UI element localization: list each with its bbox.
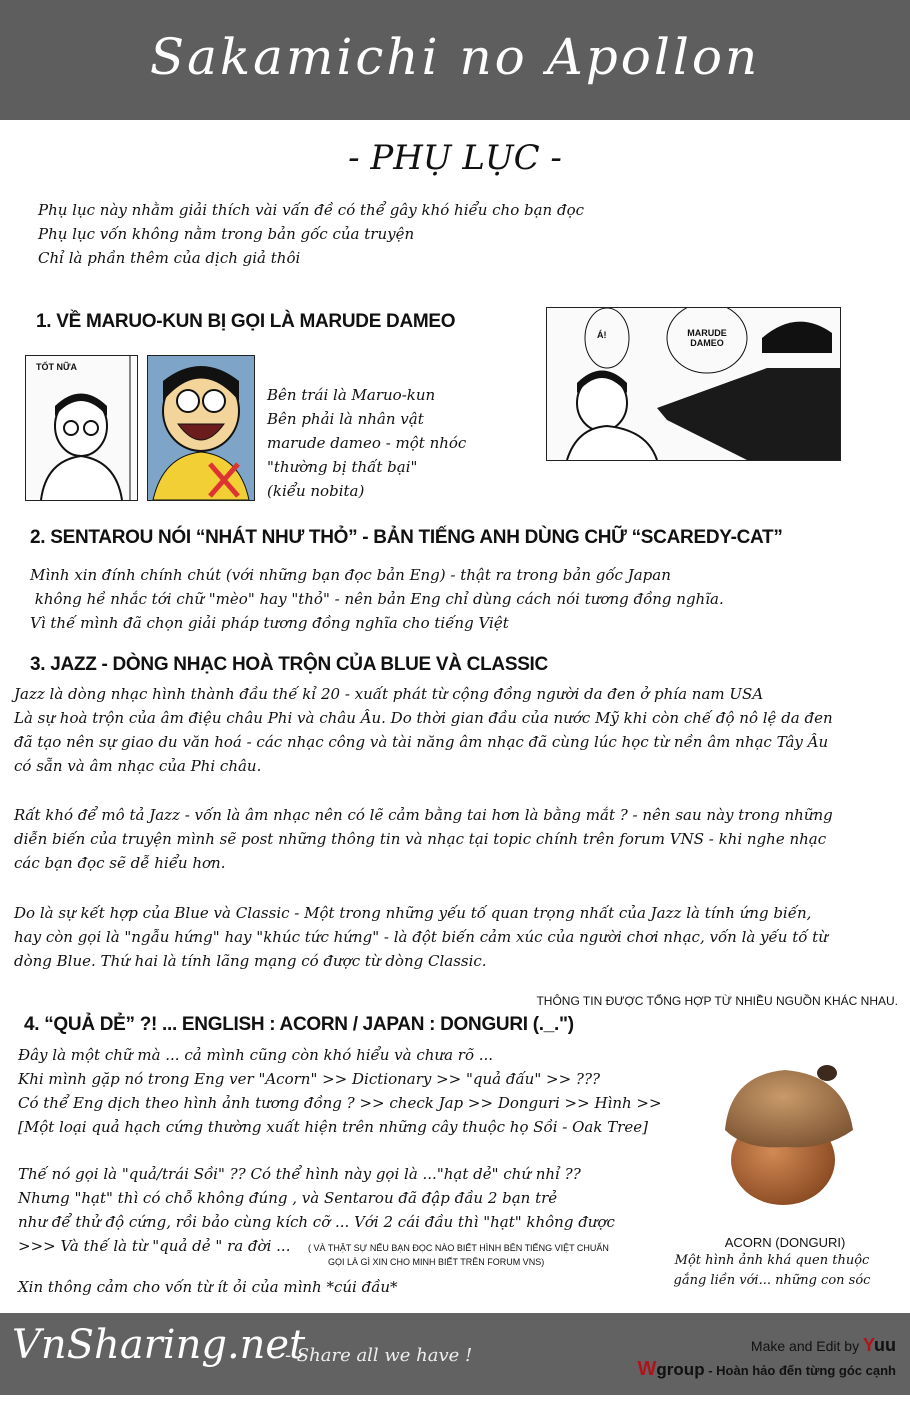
acorn-image <box>705 1055 865 1210</box>
group-slogan: - Hoàn hảo đến từng góc cạnh <box>704 1363 896 1378</box>
section4-heading: 4. “QUẢ DẺ” ?! ... ENGLISH : ACORN / JAPAN : DONGURI (._.") <box>24 1014 574 1035</box>
text-line: Vì thế mình đã chọn giải pháp tương đồng nghĩa cho tiếng Việt <box>30 614 509 632</box>
bubble-text: TỐT NỮA <box>36 362 77 372</box>
text-line: Jazz là dòng nhạc hình thành đầu thế kỉ 20 - xuất phát từ cộng đồng người da đen ở phía nam USA <box>14 685 764 703</box>
section1-caption <box>267 383 466 503</box>
site-logo: VnSharing.net <box>12 1322 306 1368</box>
section3-para2 <box>14 803 833 875</box>
manga-title: Sakamichi no Apollon <box>149 28 761 86</box>
bubble-text: MARUDE DAMEO <box>687 328 727 348</box>
text-line: Nhưng "hạt" thì có chỗ không đúng , và Sentarou đã đập đầu 2 bạn trẻ <box>18 1189 558 1207</box>
caption-line: "thường bị thất bại" <box>267 458 418 476</box>
text-line: Khi mình gặp nó trong Eng ver "Acorn" >> Dictionary >> "quả đấu" >> ??? <box>18 1070 601 1088</box>
section3-para3 <box>14 901 828 973</box>
text-line: dòng Blue. Thứ hai là tính lãng mạng có được từ dòng Classic. <box>14 952 487 970</box>
group-name: group <box>656 1360 705 1379</box>
section4-aside-2: GỌI LÀ GÌ XIN CHO MINH BIẾT TRÊN FORUM VNS) <box>328 1257 545 1267</box>
text-line: có sẵn và âm nhạc của Phi châu. <box>14 757 262 775</box>
text-line: như để thử độ cứng, rồi bảo cùng kích cỡ ... Với 2 cái đầu thì "hạt" không được <box>18 1213 615 1231</box>
site-slogan: - Share all we have ! <box>285 1345 473 1366</box>
group-initial: W <box>637 1358 657 1380</box>
text-line: Thế nó gọi là "quả/trái Sồi" ?? Có thể hình này gọi là ..."hạt dẻ" chứ nhỉ ?? <box>18 1165 581 1183</box>
text-line: Mình xin đính chính chút (với những bạn đọc bản Eng) - thật ra trong bản gốc Japan <box>30 566 671 584</box>
text-line: Do là sự kết hợp của Blue và Classic - Một trong những yếu tố quan trọng nhất của Jazz là tính ứng biến, <box>14 904 812 922</box>
text-line: >>> Và thế là từ "quả dẻ " ra đời ... <box>18 1237 291 1255</box>
text-line: các bạn đọc sẽ dễ hiểu hơn. <box>14 854 226 872</box>
section4-para1 <box>18 1043 662 1139</box>
credit-name: uu <box>874 1335 896 1355</box>
caption-line: Bên trái là Maruo-kun <box>267 386 436 404</box>
cartoon-character-drawing <box>148 356 254 500</box>
text-line: [Một loại quả hạch cứng thường xuất hiện trên những cây thuộc họ Sồi - Oak Tree] <box>18 1118 648 1136</box>
acorn-description <box>672 1251 872 1291</box>
credit-initial: Y <box>862 1335 874 1355</box>
caption-line: marude dameo - một nhóc <box>267 434 467 452</box>
maruo-kun-image <box>25 355 138 501</box>
text-line: hay còn gọi là "ngẫu hứng" hay "khúc tức hứng" - là đột biến cảm xúc của người chơi nhạc, vốn là yếu tố từ <box>14 928 828 946</box>
credit-prefix: Make and Edit by <box>750 1338 863 1354</box>
manga-scene-image <box>546 307 841 461</box>
text-line: Có thể Eng dịch theo hình ảnh tương đồng ? >> check Jap >> Donguri >> Hình >> <box>18 1094 662 1112</box>
text-line: gắng liền với... những con sóc <box>673 1273 871 1288</box>
acorn-caption: ACORN (DONGURI) <box>724 1235 846 1250</box>
section3-para1 <box>14 682 833 778</box>
text-line: đã tạo nên sự giao du văn hoá - các nhạc công và tài năng âm nhạc đã cùng lúc học từ nền âm nhạc Tây Âu <box>14 733 829 751</box>
manga-character-drawing <box>26 356 137 500</box>
source-note: THÔNG TIN ĐƯỢC TỔNG HỢP TỪ NHIỀU NGUỒN KHÁC NHAU. <box>536 994 898 1008</box>
appendix-title: - PHỤ LỤC - <box>348 138 562 178</box>
section1-heading: 1. VỀ MARUO-KUN BỊ GỌI LÀ MARUDE DAMEO <box>36 311 456 332</box>
intro-line: Phụ lục này nhằm giải thích vài vấn đề có thể gây khó hiểu cho bạn đọc <box>38 201 585 219</box>
section2-heading: 2. SENTAROU NÓI “NHÁT NHƯ THỎ” - BẢN TIẾNG ANH DÙNG CHỮ “SCAREDY-CAT” <box>30 527 783 548</box>
intro-line: Phụ lục vốn không nằm trong bản gốc của truyện <box>38 225 415 243</box>
section3-heading: 3. JAZZ - DÒNG NHẠC HOÀ TRỘN CỦA BLUE VÀ CLASSIC <box>30 654 548 675</box>
text-line: diễn biến của truyện mình sẽ post những thông tin và nhạc tại topic chính trên forum VNS - khi nghe nhạc <box>14 830 827 848</box>
marude-dameo-image <box>147 355 255 501</box>
intro-text <box>38 198 584 270</box>
caption-line: (kiểu nobita) <box>267 482 365 500</box>
intro-line: Chỉ là phần thêm của dịch giả thôi <box>38 249 301 267</box>
bubble-text: Á! <box>597 330 607 340</box>
caption-line: Bên phải là nhân vật <box>267 410 424 428</box>
section2-text <box>30 563 724 635</box>
group-line <box>638 1358 896 1381</box>
text-line: Một hình ảnh khá quen thuộc <box>674 1253 870 1268</box>
text-line: Đây là một chữ mà ... cả mình cũng còn khó hiểu và chưa rõ ... <box>18 1046 494 1064</box>
text-line: không hề nhắc tới chữ "mèo" hay "thỏ" - nên bản Eng chỉ dùng cách nói tương đồng nghĩa. <box>30 590 724 608</box>
section4-closing: Xin thông cảm cho vốn từ ít ỏi của mình *cúi đầu* <box>18 1278 398 1296</box>
text-line: Là sự hoà trộn của âm điệu châu Phi và châu Âu. Do thời gian đầu của nước Mỹ khi còn chế độ nô lệ da đen <box>14 709 833 727</box>
section4-aside-1: ( VÀ THẬT SỰ NẾU BẠN ĐỌC NÀO BIẾT HÌNH BÊN TIẾNG VIỆT CHUẨN <box>308 1243 609 1253</box>
text-line: Rất khó để mô tả Jazz - vốn là âm nhạc nên có lẽ cảm bằng tai hơn là bằng mắt ? - nên sau này trong những <box>14 806 833 824</box>
credit-line <box>751 1335 896 1356</box>
